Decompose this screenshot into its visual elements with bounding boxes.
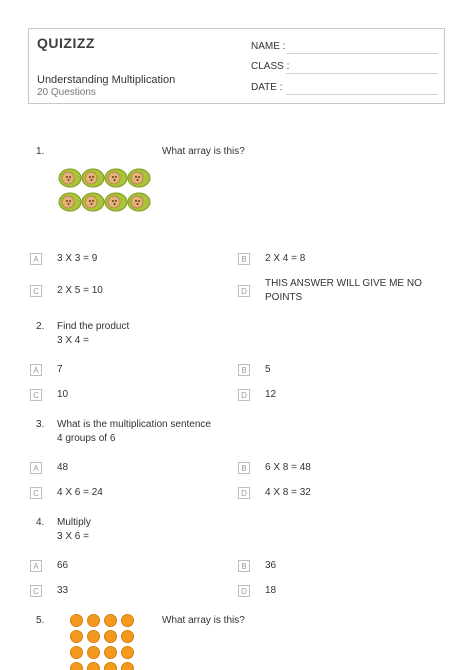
option-text: 12	[265, 389, 277, 400]
option-text: 5	[265, 364, 271, 375]
option-text: 33	[57, 585, 69, 596]
option-letter-d[interactable]: D	[238, 585, 250, 597]
option-letter-a[interactable]: A	[30, 253, 42, 265]
option-text: 3 X 3 = 9	[57, 253, 98, 264]
dot-icon	[87, 662, 100, 670]
dot-icon	[121, 646, 134, 659]
date-field[interactable]	[286, 94, 438, 95]
dot-array-image	[70, 614, 150, 670]
option-text: 18	[265, 585, 277, 596]
question-text: Multiply	[57, 517, 91, 528]
name-field[interactable]	[286, 53, 438, 54]
option-text: THIS ANSWER WILL GIVE ME NO POINTS	[265, 278, 422, 303]
option-letter-a[interactable]: A	[30, 462, 42, 474]
question-text: 4 groups of 6	[57, 433, 116, 444]
option-letter-a[interactable]: A	[30, 560, 42, 572]
coconut-icon	[105, 169, 127, 187]
option-text: 4 X 8 = 32	[265, 487, 311, 498]
question-number: 2.	[36, 321, 45, 332]
coconut-icon	[128, 169, 150, 187]
dot-icon	[104, 614, 117, 627]
question-text: 3 X 4 =	[57, 335, 89, 346]
question-text: What array is this?	[162, 146, 245, 157]
option-text: 2 X 5 = 10	[57, 285, 103, 296]
question-count: 20 Questions	[37, 87, 96, 98]
option-letter-b[interactable]: B	[238, 462, 250, 474]
option-text: 7	[57, 364, 63, 375]
option-letter-c[interactable]: C	[30, 487, 42, 499]
dot-icon	[70, 662, 83, 670]
class-label: CLASS :	[251, 61, 290, 72]
question-text: What array is this?	[162, 615, 245, 626]
coconut-icon	[59, 193, 81, 211]
coconut-icon	[82, 169, 104, 187]
option-letter-d[interactable]: D	[238, 389, 250, 401]
coconut-icon	[128, 193, 150, 211]
coconut-array-image	[58, 166, 154, 214]
dot-icon	[121, 630, 134, 643]
dot-icon	[70, 630, 83, 643]
worksheet-title: Understanding Multiplication	[37, 74, 176, 86]
option-text: 66	[57, 560, 69, 571]
option-letter-c[interactable]: C	[30, 285, 42, 297]
option-letter-c[interactable]: C	[30, 585, 42, 597]
question-number: 3.	[36, 419, 45, 430]
question-text: What is the multiplication sentence	[57, 419, 211, 430]
option-text: 2 X 4 = 8	[265, 253, 306, 264]
option-letter-b[interactable]: B	[238, 253, 250, 265]
question-text: Find the product	[57, 321, 130, 332]
dot-icon	[121, 662, 134, 670]
dot-icon	[104, 662, 117, 670]
option-letter-b[interactable]: B	[238, 560, 250, 572]
dot-icon	[87, 614, 100, 627]
option-letter-a[interactable]: A	[30, 364, 42, 376]
class-field[interactable]	[286, 73, 438, 74]
name-label: NAME :	[251, 41, 286, 52]
coconut-icon	[82, 193, 104, 211]
quizizz-logo: QUIZIZZ	[37, 35, 95, 51]
option-text: 48	[57, 462, 69, 473]
dot-icon	[121, 614, 134, 627]
option-letter-b[interactable]: B	[238, 364, 250, 376]
option-text: 10	[57, 389, 69, 400]
option-letter-d[interactable]: D	[238, 487, 250, 499]
coconut-icon	[59, 169, 81, 187]
dot-icon	[104, 646, 117, 659]
dot-icon	[87, 646, 100, 659]
coconut-icon	[105, 193, 127, 211]
dot-icon	[104, 630, 117, 643]
dot-icon	[70, 614, 83, 627]
option-text: 6 X 8 = 48	[265, 462, 311, 473]
date-label: DATE :	[251, 82, 283, 93]
question-number: 5.	[36, 615, 45, 626]
question-text: 3 X 6 =	[57, 531, 89, 542]
question-number: 1.	[36, 146, 45, 157]
dot-icon	[70, 646, 83, 659]
dot-icon	[87, 630, 100, 643]
question-number: 4.	[36, 517, 45, 528]
option-text: 36	[265, 560, 277, 571]
option-text: 4 X 6 = 24	[57, 487, 103, 498]
option-letter-d[interactable]: D	[238, 285, 250, 297]
option-letter-c[interactable]: C	[30, 389, 42, 401]
